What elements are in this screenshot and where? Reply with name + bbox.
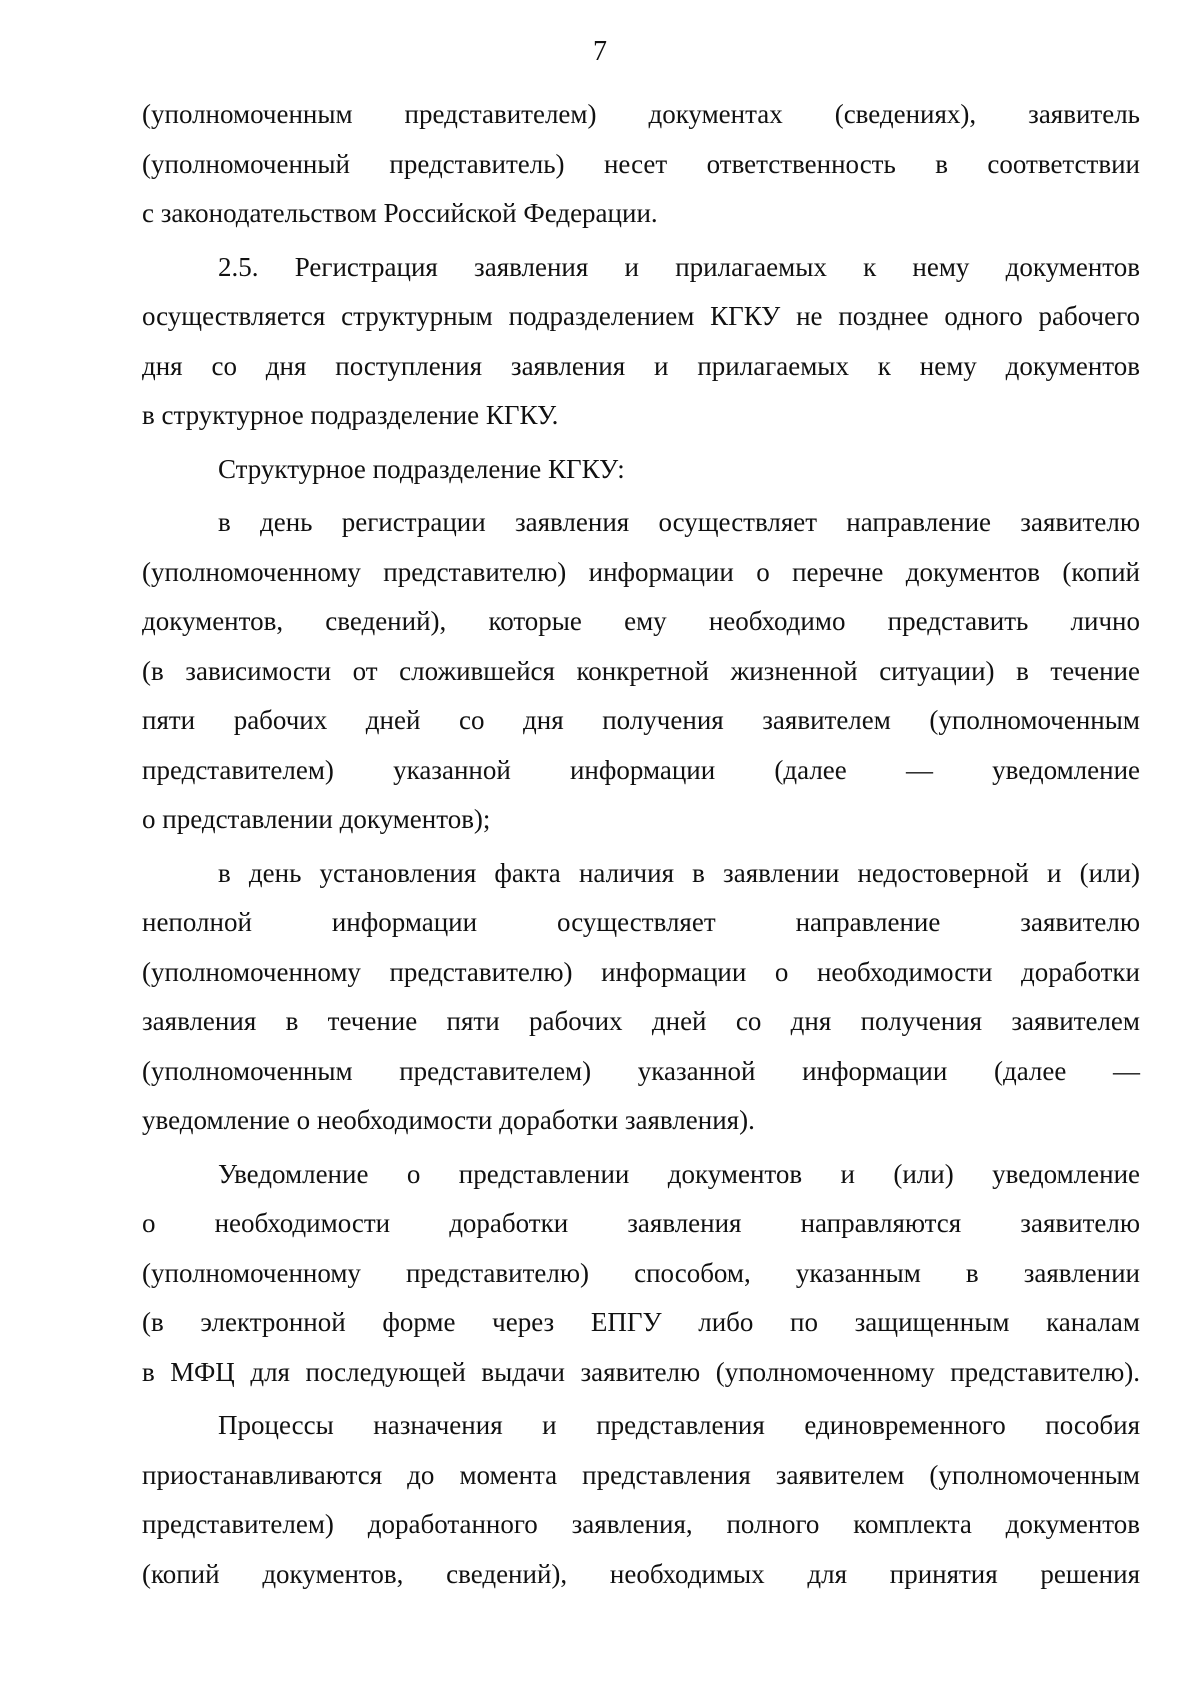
text-line: Процессы назначения и представления единовременного пособия <box>218 1410 1140 1440</box>
paragraph-notice-revision <box>142 849 1140 1146</box>
page-number: 7 <box>593 36 607 67</box>
text-line: (уполномоченным представителем) документах (сведениях), заявитель <box>142 99 1140 129</box>
text-line: с законодательством Российской Федерации. <box>142 198 658 228</box>
text-line: (уполномоченный представитель) несет ответственность в соответствии <box>142 148 1140 179</box>
text-line: заявления в течение пяти рабочих дней со дня получения заявителем <box>142 1006 1140 1036</box>
text-line: (копий документов, сведений), необходимых для принятия решения <box>142 1558 1140 1589</box>
text-line: пяти рабочих дней со дня получения заявителем (уполномоченным <box>142 705 1140 735</box>
text-line: дня со дня поступления заявления и прилагаемых к нему документов <box>142 350 1140 381</box>
text-line: 2.5. Регистрация заявления и прилагаемых к нему документов <box>218 251 1140 282</box>
text-line: (уполномоченному представителю) информации о перечне документов (копий <box>142 556 1140 587</box>
text-line: представителем) доработанного заявления, полного комплекта документов <box>142 1509 1140 1539</box>
text-line: документов, сведений), которые ему необходимо представить лично <box>142 606 1140 636</box>
paragraph-registration <box>142 243 1140 441</box>
text-line: (уполномоченным представителем) указанной информации (далее — <box>142 1055 1140 1086</box>
text-line: в день регистрации заявления осуществляет направление заявителю <box>218 507 1140 537</box>
paragraph-notice-documents <box>142 498 1140 845</box>
paragraph-notice-delivery <box>142 1150 1140 1398</box>
text-line: приостанавливаются до момента представления заявителем (уполномоченным <box>142 1459 1140 1490</box>
paragraph-structural-unit <box>142 445 1140 495</box>
text-line: в день установления факта наличия в заявлении недостоверной и (или) <box>218 857 1140 888</box>
paragraph-responsibility <box>142 90 1140 239</box>
text-line: Уведомление о представлении документов и (или) уведомление <box>218 1158 1140 1189</box>
text-line: (уполномоченному представителю) способом, указанным в заявлении <box>142 1257 1140 1288</box>
text-line: Структурное подразделение КГКУ: <box>218 453 625 484</box>
text-line: неполной информации осуществляет направление заявителю <box>142 907 1140 937</box>
text-line: представителем) указанной информации (далее — уведомление <box>142 754 1140 785</box>
text-line: о представлении документов); <box>142 804 491 834</box>
text-line: (в зависимости от сложившейся конкретной жизненной ситуации) в течение <box>142 655 1140 686</box>
text-line: (в электронной форме через ЕПГУ либо по защищенным каналам <box>142 1307 1140 1337</box>
paragraph-suspension <box>142 1401 1140 1599</box>
text-line: в структурное подразделение КГКУ. <box>142 400 559 430</box>
text-line: (уполномоченному представителю) информации о необходимости доработки <box>142 956 1140 987</box>
text-line: осуществляется структурным подразделением КГКУ не позднее одного рабочего <box>142 301 1140 331</box>
text-line: в МФЦ для последующей выдачи заявителю (уполномоченному представителю). <box>142 1356 1140 1387</box>
text-line: о необходимости доработки заявления направляются заявителю <box>142 1208 1140 1238</box>
text-line: уведомление о необходимости доработки заявления). <box>142 1105 755 1135</box>
document-body <box>142 90 1140 1603</box>
